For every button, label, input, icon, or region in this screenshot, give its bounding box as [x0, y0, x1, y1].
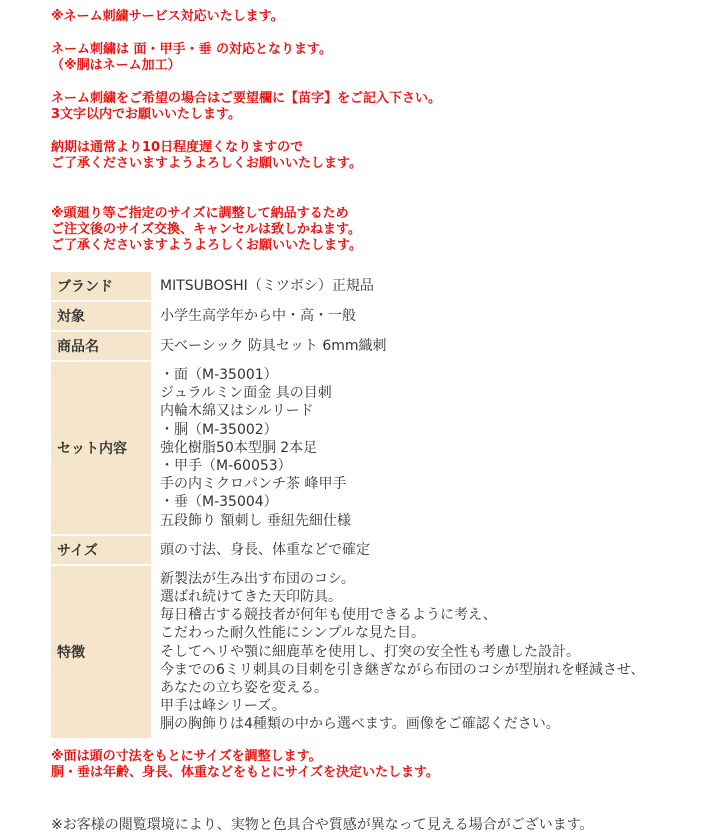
set-contents-line: ・面（M-35001） [160, 367, 278, 383]
spec-row-size [51, 535, 684, 565]
color-disclaimer: ※お客様の閲覧環境により、実物と色具合や質感が異なって見える場合がございます。 [51, 817, 594, 833]
features-line: 甲手は峰シリーズ。 [160, 698, 286, 715]
spec-label-size: サイズ [51, 535, 153, 565]
spec-row-set-contents [51, 361, 684, 535]
spec-label-product-name: 商品名 [51, 331, 153, 361]
set-contents-line: ジュラルミン面金 具の目刺 [160, 385, 332, 402]
notice-line: 納期は通常より10日程度遅くなりますので [51, 140, 304, 155]
set-contents-line: ・垂（M-35004） [160, 494, 278, 511]
spec-row-brand [51, 272, 684, 301]
sizing-notice-line: ※面は頭の寸法をもとにサイズを調整します。 [51, 749, 322, 764]
features-line: そしてヘリや顎に細鹿革を使用し、打突の安全性も考慮した設計。 [160, 643, 580, 660]
notice-line: （※胴はネーム加工） [51, 58, 181, 73]
features-line: 選ばれ続けてきた天印防具。 [160, 589, 342, 606]
notice-line: ご注文後のサイズ交換、キャンセルは致しかねます。 [51, 222, 361, 237]
features-line: 毎日稽古する競技者が何年も使用できるように考え、 [160, 607, 497, 624]
features-line: こだわった耐久性能にシンプルな見た目。 [160, 625, 425, 642]
spec-row-features [51, 565, 684, 739]
set-contents-line: 内輪木綿又はシルリード [160, 403, 314, 420]
notice-line: ご了承くださいますようよろしくお願いいたします。 [51, 238, 362, 253]
features-line: 今までの6ミリ刺具の目刺を引き継ぎながら布団のコシが型崩れを軽減させ、 [160, 661, 645, 678]
sizing-notice-line: 胴・垂は年齢、身長、体重などをもとにサイズを決定いたします。 [51, 765, 439, 780]
spec-value-brand: MITSUBOSHI（ミツボシ）正規品 [153, 272, 685, 301]
notice-line: ネーム刺繍は 面・甲手・垂 の対応となります。 [51, 42, 333, 57]
product-spec-table [51, 272, 684, 740]
name-embroidery-notice [51, 9, 721, 254]
features-line: あなたの立ち姿を変える。 [160, 680, 328, 697]
spec-label-brand: ブランド [51, 272, 153, 301]
sizing-notice [51, 749, 721, 781]
notice-line: 3文字以内でお願いいたします。 [51, 107, 242, 122]
spec-value-set-contents [153, 361, 685, 535]
spec-label-features: 特徴 [51, 565, 153, 739]
set-contents-line: 五段飾り 額刺し 垂紐先細仕様 [160, 512, 351, 529]
spec-row-product-name [51, 331, 684, 361]
set-contents-line: ・胴（M-35002） [160, 421, 278, 438]
features-line: 胴の胸飾りは4種類の中から選べます。画像をご確認ください。 [160, 716, 560, 733]
notice-line: ※ネーム刺繍サービス対応いたします。 [51, 9, 284, 24]
spec-value-size: 頭の寸法、身長、体重などで確定 [153, 535, 685, 565]
notice-line: ご了承くださいますようよろしくお願いいたします。 [51, 156, 362, 171]
set-contents-line: 手の内ミクロパンチ茶 峰甲手 [160, 476, 347, 493]
spec-value-product-name: 天ベーシック 防具セット 6mm織刺 [153, 331, 685, 361]
spec-value-features [153, 565, 685, 739]
spec-label-set-contents: セット内容 [51, 361, 153, 535]
set-contents-line: 強化樹脂50本型胴 2本足 [160, 439, 318, 456]
features-line: 新製法が生み出す布団のコシ。 [160, 570, 355, 587]
spec-value-target: 小学生高学年から中・高・一般 [153, 301, 685, 331]
spec-label-target: 対象 [51, 301, 153, 331]
notice-line: ※頭廻り等ご指定のサイズに調整して納品するため [51, 206, 349, 221]
notice-line: ネーム刺繍をご希望の場合はご要望欄に【苗字】をご記入下さい。 [51, 91, 442, 106]
spec-row-target [51, 301, 684, 331]
set-contents-line: ・甲手（M-60053） [160, 458, 292, 475]
